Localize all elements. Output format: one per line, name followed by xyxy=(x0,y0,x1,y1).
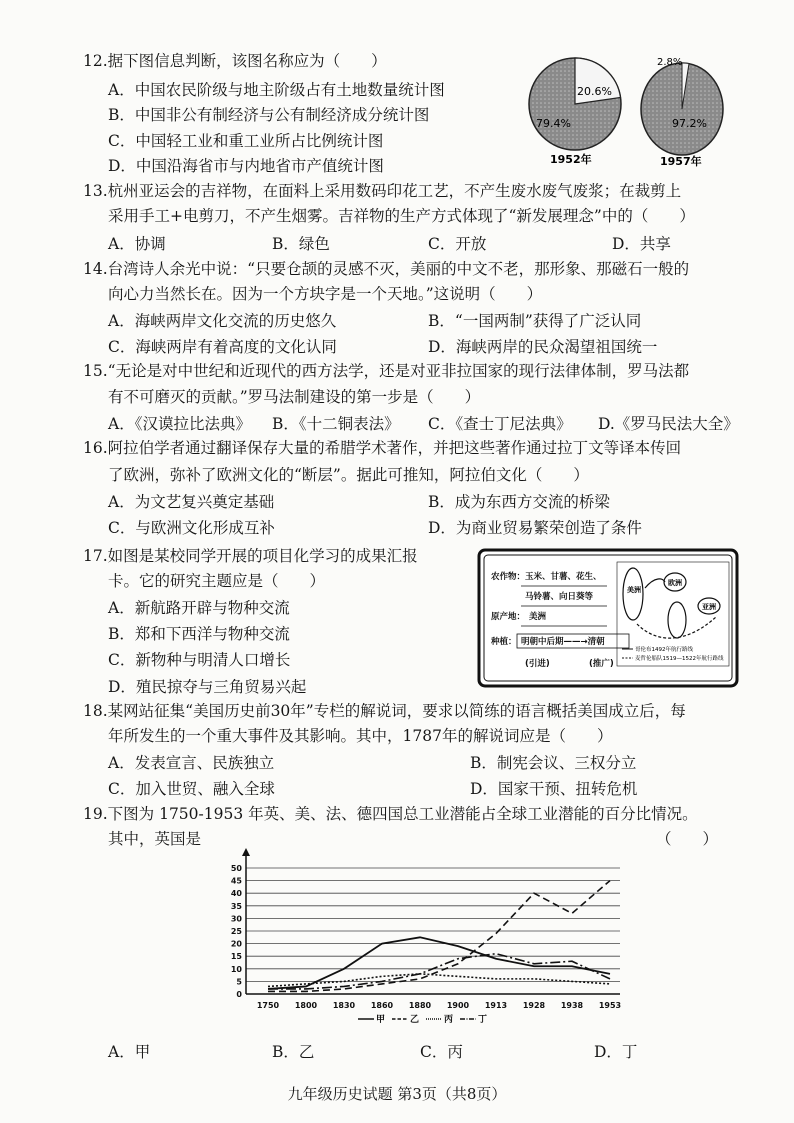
q14-option-c: C．海峡两岸有着高度的文化认同 xyxy=(108,338,337,356)
pie1-large-label: 79.4% xyxy=(536,117,571,130)
q19-line2: 其中，英国是 xyxy=(108,830,202,848)
q15-option-a: A．《汉谟拉比法典》 xyxy=(108,415,251,433)
q19-option-a: A．甲 xyxy=(108,1043,151,1061)
q18-option-d: D．国家干预、扭转危机 xyxy=(470,780,638,798)
q17-option-d: D．殖民掠夺与三角贸易兴起 xyxy=(108,678,307,696)
legend-label-乙: 乙 xyxy=(410,1015,420,1025)
q12-option-b: B．中国非公有制经济与公有制经济成分统计图 xyxy=(108,106,430,124)
card-origin: 美洲 xyxy=(529,612,547,622)
q15-line2: 有不可磨灭的贡献。”罗马法制建设的第一步是（ ） xyxy=(108,388,481,406)
q13-option-c: C．开放 xyxy=(428,235,487,253)
page-footer: 九年级历史试题 第3页（共8页） xyxy=(287,1085,507,1103)
q15-line1: 15.“无论是对中世纪和近现代的西方法学，还是对亚非拉国家的现行法律体制，罗马法都 xyxy=(83,362,690,380)
q17-line1: 17.如图是某校同学开展的项目化学习的成果汇报 xyxy=(83,547,418,565)
q18-option-a: A．发表宣言、民族独立 xyxy=(108,754,275,772)
y-tick-label: 0 xyxy=(236,990,242,999)
card-origin-label: 原产地： xyxy=(491,612,526,622)
series-line-乙 xyxy=(268,881,610,992)
y-tick-label: 10 xyxy=(230,964,242,974)
q16-option-d: D．为商业贸易繁荣创造了条件 xyxy=(428,519,642,537)
card-legend-2: 麦哲伦船队1519—1522年航行路线 xyxy=(635,656,724,662)
q12-pie-charts xyxy=(520,54,730,174)
q15-option-c: C．《查士丁尼法典》 xyxy=(428,415,572,433)
q17-option-a: A．新航路开辟与物种交流 xyxy=(108,599,290,617)
y-tick-label: 45 xyxy=(230,876,242,886)
q14-option-d: D．海峡两岸的民众渴望祖国统一 xyxy=(428,338,658,356)
pie-1952 xyxy=(529,58,621,166)
legend-label-丙: 丙 xyxy=(444,1015,454,1025)
y-tick-label: 5 xyxy=(236,977,242,987)
q17-line2: 卡。它的研究主题应是（ ） xyxy=(108,572,326,590)
card-map-east: 欧洲 xyxy=(668,579,682,587)
pie2-small-label: 2.8% xyxy=(657,57,683,68)
card-map-sea: 美洲 xyxy=(627,586,641,594)
q12-option-a: A．中国农民阶级与地主阶级占有土地数量统计图 xyxy=(108,81,445,99)
x-tick-label: 1938 xyxy=(560,1001,584,1010)
series-line-丁 xyxy=(268,954,610,989)
card-plant-label: 种植： xyxy=(491,637,517,647)
q17-option-b: B．郑和下西洋与物种交流 xyxy=(108,625,290,643)
pie1-small-label: 20.6% xyxy=(577,85,612,98)
q17-option-c: C．新物种与明清人口增长 xyxy=(108,651,291,669)
q14-line1: 14.台湾诗人余光中说：“只要仓颉的灵感不灭，美丽的中文不老，那形象、那磁石一般的 xyxy=(83,260,690,278)
y-tick-label: 50 xyxy=(230,864,242,873)
y-tick-label: 25 xyxy=(230,927,242,936)
x-tick-label: 1800 xyxy=(294,1001,318,1010)
q14-option-b: B．“一国两制”获得了广泛认同 xyxy=(428,312,642,330)
q19-line1: 19.下图为 1750-1953 年英、美、法、德四国总工业潜能占全球工业潜能的百分比情况。 xyxy=(83,805,698,823)
y-axis-arrow xyxy=(242,848,250,856)
q12-option-c: C．中国轻工业和重工业所占比例统计图 xyxy=(108,132,384,150)
q12-stem: 12.据下图信息判断，该图名称应为（ ） xyxy=(83,52,387,70)
q15-option-d: D.《罗马民法大全》 xyxy=(598,415,739,433)
q18-option-c: C．加入世贸、融入全球 xyxy=(108,780,275,798)
q13-option-d: D．共享 xyxy=(612,235,671,253)
q13-option-b: B．绿色 xyxy=(272,235,330,253)
x-tick-label: 1750 xyxy=(256,1001,280,1010)
q15-option-b: B．《十二铜表法》 xyxy=(272,415,400,433)
y-tick-label: 35 xyxy=(230,901,242,911)
q19-line-chart xyxy=(228,846,628,1036)
card-crops-label: 农作物： xyxy=(491,572,526,582)
q16-option-b: B．成为东西方交流的桥梁 xyxy=(428,493,610,511)
q19-paren: （ ） xyxy=(656,830,719,848)
q19-option-d: D．丁 xyxy=(594,1043,638,1061)
pie2-large-label: 97.2% xyxy=(672,117,707,130)
x-tick-label: 1928 xyxy=(522,1001,546,1010)
card-crops-1: 玉米、甘薯、花生、 xyxy=(525,572,602,582)
q16-option-a: A．为文艺复兴奠定基础 xyxy=(108,493,275,511)
card-crops-2: 马铃薯、向日葵等 xyxy=(525,592,594,602)
legend-label-甲: 甲 xyxy=(376,1015,386,1025)
q18-line1: 18.某网站征集“美国历史前30年”专栏的解说词，要求以简练的语言概括美国成立后，每 xyxy=(83,702,686,720)
card-spread: (推广) xyxy=(589,659,614,669)
legend-label-丁: 丁 xyxy=(478,1015,488,1025)
x-tick-label: 1860 xyxy=(370,1001,394,1010)
y-tick-label: 15 xyxy=(230,952,242,962)
q19-option-b: B．乙 xyxy=(272,1043,315,1061)
x-tick-label: 1880 xyxy=(408,1001,432,1010)
card-plant: 明朝中后期——→清朝 xyxy=(521,637,605,647)
pie-1957 xyxy=(641,57,723,168)
q12-option-d: D．中国沿海省市与内地省市产值统计图 xyxy=(108,157,384,175)
x-tick-label: 1953 xyxy=(598,1001,622,1010)
y-tick-label: 40 xyxy=(230,889,242,899)
q13-line2: 采用手工+电剪刀，不产生烟雾。吉祥物的生产方式体现了“新发展理念”中的（ ） xyxy=(108,207,695,225)
card-legend-1: 哥伦布1492年航行路线 xyxy=(635,647,693,653)
q16-line1: 16.阿拉伯学者通过翻译保存大量的希腊学术著作，并把这些著作通过拉丁文等译本传回 xyxy=(83,439,682,457)
x-tick-label: 1900 xyxy=(446,1001,470,1010)
q16-option-c: C．与欧洲文化形成互补 xyxy=(108,519,275,537)
q18-line2: 年所发生的一个重大事件及其影响。其中，1787年的解说词应是（ ） xyxy=(108,727,613,745)
q13-option-a: A．协调 xyxy=(108,235,166,253)
card-intro: (引进) xyxy=(525,659,550,669)
q13-line1: 13.杭州亚运会的吉祥物，在面料上采用数码印花工艺，不产生废水废气废浆；在裁剪上 xyxy=(83,182,682,200)
x-tick-label: 1830 xyxy=(332,1001,356,1010)
q14-option-a: A．海峡两岸文化交流的历史悠久 xyxy=(108,312,337,330)
x-tick-label: 1913 xyxy=(484,1001,508,1010)
q18-option-b: B．制宪会议、三权分立 xyxy=(470,754,637,772)
y-tick-label: 20 xyxy=(230,939,242,949)
q19-option-c: C．丙 xyxy=(420,1043,463,1061)
q17-report-card xyxy=(477,548,739,688)
q14-line2: 向心力当然长在。因为一个方块字是一个天地。”这说明（ ） xyxy=(108,285,543,303)
q16-line2: 了欧洲，弥补了欧洲文化的“断层”。据此可推知，阿拉伯文化（ ） xyxy=(108,466,589,484)
y-tick-label: 30 xyxy=(230,914,242,924)
card-map-west: 亚洲 xyxy=(702,603,716,611)
pie1-year: 1952年 xyxy=(550,153,592,166)
pie2-year: 1957年 xyxy=(660,155,702,168)
